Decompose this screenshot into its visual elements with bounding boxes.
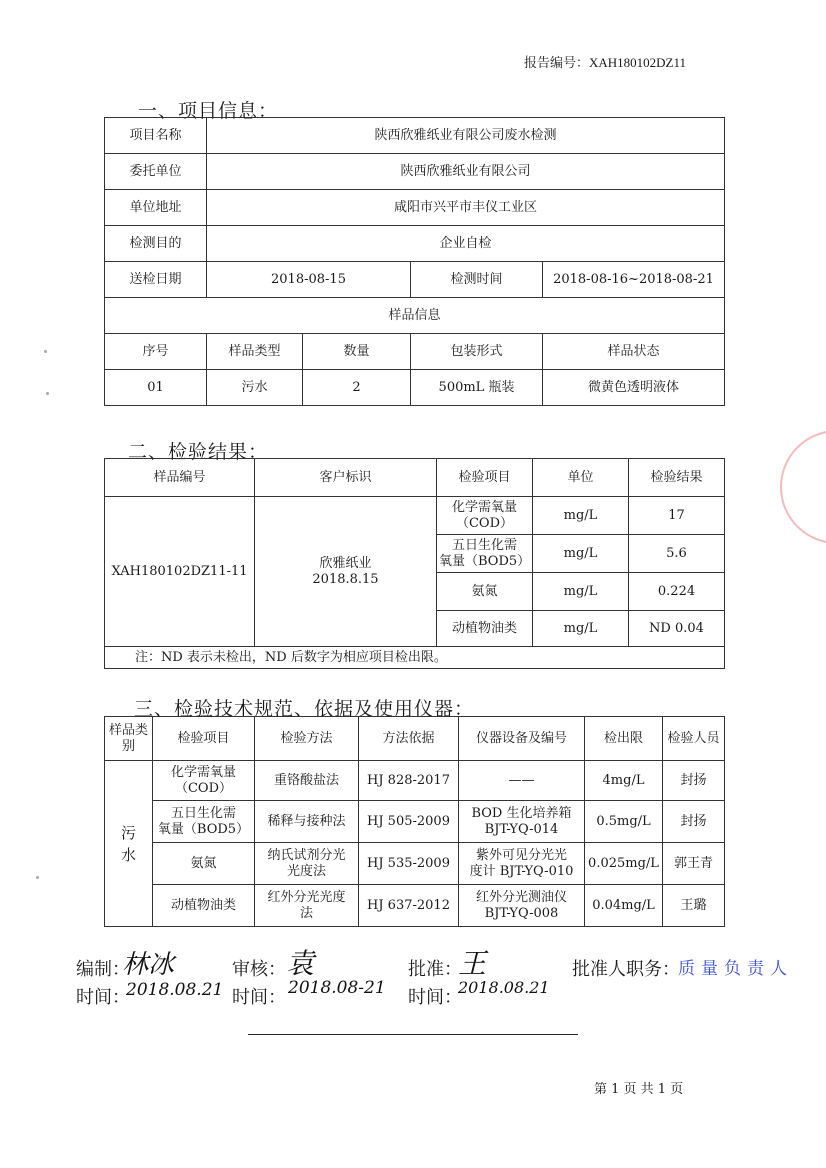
result-item: 氨氮 — [437, 573, 533, 611]
method-item: 五日生化需 氧量（BOD5） — [153, 801, 255, 843]
methods-header-person: 检验人员 — [663, 717, 725, 761]
purpose-label: 检测目的 — [105, 226, 207, 262]
page-footer: 第 1 页 共 1 页 — [594, 1082, 684, 1097]
approver-signature: 王 — [458, 947, 487, 980]
sample-info-label: 样品信息 — [105, 298, 725, 334]
results-table — [104, 458, 725, 669]
project-name-value: 陕西欣雅纸业有限公司废水检测 — [207, 118, 725, 154]
sample-index: 01 — [105, 370, 207, 406]
result-unit: mg/L — [533, 573, 629, 611]
method-person: 王璐 — [663, 885, 725, 927]
reviewer-signature: 袁 — [286, 947, 315, 980]
method-basis: HJ 637-2012 — [359, 885, 459, 927]
results-header-item: 检验项目 — [437, 459, 533, 497]
sample-header-index: 序号 — [105, 334, 207, 370]
results-header-result: 检验结果 — [629, 459, 725, 497]
approver-label: 批准： — [408, 959, 462, 980]
sample-header-type: 样品类型 — [207, 334, 303, 370]
client-mark-line2: 2018.8.15 — [312, 571, 379, 587]
scan-mark — [46, 392, 49, 395]
method-limit: 4mg/L — [585, 761, 663, 801]
method-limit: 0.04mg/L — [585, 885, 663, 927]
sample-pack: 500mL 瓶装 — [411, 370, 543, 406]
method-person: 封扬 — [663, 761, 725, 801]
method-item: 化学需氧量 （COD） — [153, 761, 255, 801]
client-value: 陕西欣雅纸业有限公司 — [207, 154, 725, 190]
methods-category: 污 水 — [105, 761, 153, 927]
test-time-label: 检测时间 — [411, 262, 543, 298]
purpose-value: 企业自检 — [207, 226, 725, 262]
result-client-mark — [255, 497, 437, 647]
method-person: 郭王青 — [663, 843, 725, 885]
method-person: 封扬 — [663, 801, 725, 843]
client-mark-line1: 欣雅纸业 — [319, 555, 372, 571]
report-number: 报告编号：XAH180102DZ11 — [524, 55, 687, 70]
result-item: 化学需氧量 （COD） — [437, 497, 533, 535]
method-item: 氨氮 — [153, 843, 255, 885]
result-item: 动植物油类 — [437, 611, 533, 647]
result-value: 5.6 — [629, 535, 725, 573]
footer-divider — [248, 1034, 578, 1035]
submit-date-value: 2018-08-15 — [207, 262, 411, 298]
result-value: 0.224 — [629, 573, 725, 611]
reviewer-time: 2018.08-21 — [288, 978, 386, 998]
reviewer-label: 审核： — [232, 959, 286, 980]
result-unit: mg/L — [533, 535, 629, 573]
official-seal-fragment — [780, 430, 826, 544]
methods-header-category: 样品类别 — [105, 717, 153, 761]
project-info-table — [104, 117, 725, 406]
approver-time: 2018.08.21 — [458, 978, 550, 997]
section2-title: 二、检验结果： — [128, 441, 269, 463]
method-name: 纳氏试剂分光 光度法 — [255, 843, 359, 885]
method-instrument: —— — [459, 761, 585, 801]
sample-type: 污水 — [207, 370, 303, 406]
methods-table — [104, 716, 725, 927]
editor-time-label: 时间： — [76, 987, 130, 1008]
method-instrument: 紫外可见分光光 度计 BJT-YQ-010 — [459, 843, 585, 885]
methods-header-limit: 检出限 — [585, 717, 663, 761]
result-sample-id: XAH180102DZ11-11 — [105, 497, 255, 647]
method-item: 动植物油类 — [153, 885, 255, 927]
method-name: 重铬酸盐法 — [255, 761, 359, 801]
sample-header-state: 样品状态 — [543, 334, 725, 370]
method-basis: HJ 505-2009 — [359, 801, 459, 843]
methods-header-method: 检验方法 — [255, 717, 359, 761]
section3-title: 三、检验技术规范、依据及使用仪器： — [134, 698, 475, 720]
approver-position-stamp: 质量负责人 — [678, 959, 793, 979]
reviewer-time-label: 时间： — [232, 987, 286, 1008]
methods-header-item: 检验项目 — [153, 717, 255, 761]
address-label: 单位地址 — [105, 190, 207, 226]
client-label: 委托单位 — [105, 154, 207, 190]
method-basis: HJ 828-2017 — [359, 761, 459, 801]
sample-header-qty: 数量 — [303, 334, 411, 370]
method-name: 红外分光光度 法 — [255, 885, 359, 927]
approver-time-label: 时间： — [408, 987, 462, 1008]
methods-header-instrument: 仪器设备及编号 — [459, 717, 585, 761]
scan-mark — [36, 876, 39, 879]
approver-position-label: 批准人职务： — [572, 959, 680, 980]
submit-date-label: 送检日期 — [105, 262, 207, 298]
results-header-sample-id: 样品编号 — [105, 459, 255, 497]
result-value: ND 0.04 — [629, 611, 725, 647]
editor-signature: 林冰 — [122, 950, 175, 980]
method-instrument: 红外分光测油仪 BJT-YQ-008 — [459, 885, 585, 927]
results-header-client-mark: 客户标识 — [255, 459, 437, 497]
sample-header-pack: 包装形式 — [411, 334, 543, 370]
editor-label: 编制： — [76, 959, 130, 980]
methods-header-basis: 方法依据 — [359, 717, 459, 761]
method-basis: HJ 535-2009 — [359, 843, 459, 885]
project-name-label: 项目名称 — [105, 118, 207, 154]
result-value: 17 — [629, 497, 725, 535]
scan-mark — [44, 350, 47, 353]
address-value: 咸阳市兴平市丰仪工业区 — [207, 190, 725, 226]
result-unit: mg/L — [533, 611, 629, 647]
section1-title: 一、项目信息： — [138, 100, 279, 122]
results-header-unit: 单位 — [533, 459, 629, 497]
method-instrument: BOD 生化培养箱 BJT-YQ-014 — [459, 801, 585, 843]
method-name: 稀释与接种法 — [255, 801, 359, 843]
method-limit: 0.5mg/L — [585, 801, 663, 843]
result-unit: mg/L — [533, 497, 629, 535]
result-item: 五日生化需 氧量（BOD5） — [437, 535, 533, 573]
sample-qty: 2 — [303, 370, 411, 406]
sample-state: 微黄色透明液体 — [543, 370, 725, 406]
test-time-value: 2018-08-16~2018-08-21 — [543, 262, 725, 298]
editor-time: 2018.08.21 — [126, 980, 224, 1000]
method-limit: 0.025mg/L — [585, 843, 663, 885]
results-note: 注：ND 表示未检出，ND 后数字为相应项目检出限。 — [105, 647, 725, 669]
